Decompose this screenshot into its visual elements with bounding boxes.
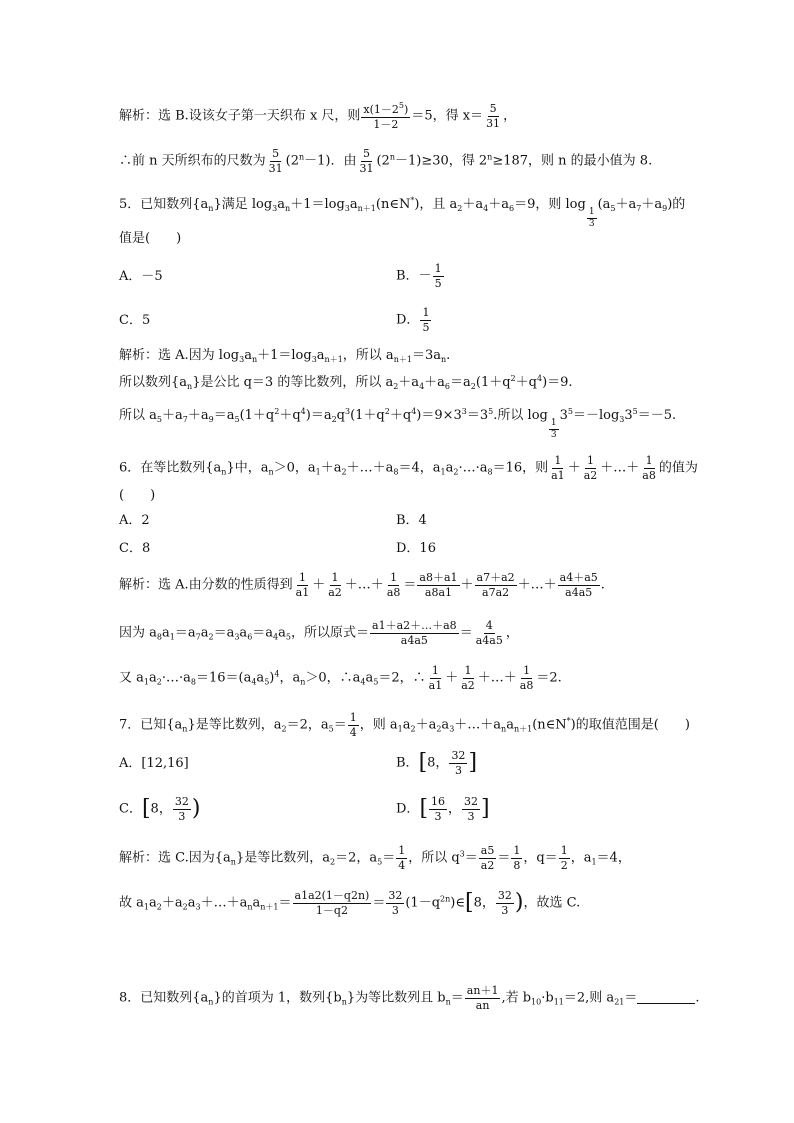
fraction: $\frac{4}{a4a5}$ <box>475 619 503 647</box>
option-b: B．4 <box>396 513 427 528</box>
option-c: C．[8， $\frac{32}{3}$ ) <box>119 795 201 823</box>
fraction: $\frac{1}{5}$ <box>422 306 430 334</box>
question-5-solution-3: 所以 $a_5+a_7+a_9=a_5(1+q^2+q^4)=a_2q^3(1+q^2+q^4)=9\times 3^3=3^5$.所以 log $\frac{1}{3}$ $3^5=-\log_33^5=-5$. <box>119 407 677 441</box>
solution-line-2: ∴前 n 天所织布的尺数为 $\frac{5}{31}$ $(2^n-1)$．由 $\frac{5}{31}$ $(2^n-1)\ge 30$，得 $2^n\ge 187$，则 n 的最小值为 8. <box>119 147 653 175</box>
fraction: $\frac{a1a2(1-q2n)}{1-q2}$ <box>294 889 370 917</box>
option-a: A．－5 <box>119 269 163 284</box>
option-a: A．[12,16] <box>119 756 189 771</box>
fraction: $\frac{1}{a1}$ <box>551 454 565 482</box>
option-c: C．8 <box>119 541 151 556</box>
fraction: $\frac{1}{8}$ <box>513 844 521 872</box>
question-7-solution-1: 解析：选 C.因为$\{a_n\}$是等比数列，$a_2=2$，$a_5=$ $\frac{1}{4}$ ，所以 $q^3=$ $\frac{a5}{a2}$ ＝ $\frac{1}{8}$ ，q＝ $\frac{1}{2}$ ，$a_1=4$， <box>119 844 631 872</box>
option-d: D．[ $\frac{16}{3}$ ， $\frac{32}{3}$ ] <box>396 795 490 823</box>
fraction: $\frac{5}{31}$ <box>268 147 283 175</box>
question-6-solution-2: 因为 $a_8a_1=a_7a_2=a_3a_6=a_4a_5$，所以原式＝ $\frac{a1+a2+\dots+a8}{a4a5}$ ＝ $\frac{4}{a4a5}$ ， <box>119 619 519 647</box>
option-b: B．－ $\frac{1}{5}$ <box>396 262 442 290</box>
option-c: C．5 <box>119 313 151 328</box>
option-a: A．2 <box>119 513 150 528</box>
option-d: D．16 <box>396 541 436 556</box>
fraction: $\frac{1}{4}$ <box>398 844 406 872</box>
question-5-stem: 5．已知数列$\{a_n\}$满足 $\log_3a_n+1=\log_3a_{n+1}(n\in N^*)$，且 $a_2+a_4+a_6=9$，则 log $\frac{1}{3}$ $(a_5+a_7+a_9)$的 <box>119 196 686 230</box>
fraction: $\frac{32}{3}$ <box>451 749 466 777</box>
fraction: $\frac{5}{31}$ <box>486 102 501 130</box>
fraction: $\frac{1}{3}$ <box>550 418 557 441</box>
fraction: $\frac{1}{a1}$ <box>295 571 310 599</box>
option-d: D． $\frac{1}{5}$ <box>396 306 430 334</box>
fraction: $\frac{a4+a5}{a4a5}$ <box>559 571 598 599</box>
fraction: $\frac{1}{a2}$ <box>461 664 475 692</box>
fraction: $\frac{x(1-2^5)}{1-2}$ <box>363 101 409 131</box>
fraction: $\frac{5}{31}$ <box>359 147 374 175</box>
fraction: $\frac{1}{4}$ <box>349 711 357 739</box>
fraction: $\frac{32}{3}$ <box>388 889 403 917</box>
fraction: $\frac{a7+a2}{a7a2}$ <box>476 571 515 599</box>
question-7-solution-2: 故 $a_1a_2+a_2a_3+\dots+a_na_{n+1}=$ $\frac{a1a2(1-q2n)}{1-q2}$ ＝ $\frac{32}{3}$ $(1-q^{2n})\in[8$， $\frac{32}{3}$ )，故选 C. <box>119 889 581 917</box>
question-6-stem-cont: ( ) <box>119 488 156 503</box>
fraction: $\frac{1}{3}$ <box>588 207 595 230</box>
question-8-stem: 8．已知数列$\{a_n\}$的首项为 1，数列$\{b_n\}$为等比数列且 $b_n=$ $\frac{an+1}{an}$ ,若 $b_{10}\cdot b_{11}=2$,则 $a_{21}=$ . <box>119 984 700 1012</box>
fraction: $\frac{a5}{a2}$ <box>480 844 495 872</box>
fraction: $\frac{a8+a1}{a8a1}$ <box>419 571 458 599</box>
fraction: $\frac{1}{2}$ <box>560 844 568 872</box>
fraction: $\frac{1}{a8}$ <box>386 571 401 599</box>
fraction: $\frac{16}{3}$ <box>431 795 446 823</box>
fraction: $\frac{32}{3}$ <box>174 795 189 823</box>
fraction: $\frac{32}{3}$ <box>464 795 479 823</box>
fraction: $\frac{1}{a8}$ <box>519 664 534 692</box>
fraction: $\frac{1}{a2}$ <box>328 571 342 599</box>
fraction: $\frac{1}{a8}$ <box>642 454 656 482</box>
fraction: $\frac{1}{5}$ <box>434 262 442 290</box>
question-7-stem: 7．已知$\{a_n\}$是等比数列，$a_2=2$，$a_5=$ $\frac{1}{4}$ ，则 $a_1a_2+a_2a_3+\dots+a_na_{n+1}(n\in N^*)$的取值范围是( ) <box>119 711 690 739</box>
fraction: $\frac{1}{a1}$ <box>428 664 443 692</box>
fraction: $\frac{1}{a2}$ <box>583 454 598 482</box>
question-6-solution-3: 又 $a_1a_2\cdot\dots\cdot a_8=16=(a_4a_5)^4$，$a_n>0$，$\therefore a_4a_5=2$，∴ $\frac{1}{a1}$ ＋ $\frac{1}{a2}$ ＋…＋ $\frac{1}{a8}$ ＝2. <box>119 664 562 692</box>
answer-blank[interactable] <box>637 991 695 1004</box>
solution-line-1: 解析：选 B.设该女子第一天织布 x 尺，则 $\frac{x(1-2^5)}{1-2}$ ＝5，得 x＝ $\frac{5}{31}$ ， <box>119 101 517 131</box>
question-6-stem: 6．在等比数列$\{a_n\}$中，$a_n>0$，$a_1+a_2+\dots+a_8=4$，$a_1a_2\cdot\dots\cdot a_8=16$，则 $\frac{1}{a1}$ ＋ $\frac{1}{a2}$ ＋…＋ $\frac{1}{a8}$ 的值为 <box>119 454 698 482</box>
fraction: $\frac{an+1}{an}$ <box>466 984 499 1012</box>
fraction: $\frac{a1+a2+\dots+a8}{a4a5}$ <box>372 619 457 647</box>
question-5-solution-2: 所以数列$\{a_n\}$是公比 q＝3 的等比数列，所以 $a_2+a_4+a_6=a_2(1+q^2+q^4)=9$. <box>119 374 573 391</box>
question-5-stem-cont: 值是( ) <box>119 231 182 246</box>
fraction: $\frac{32}{3}$ <box>497 889 512 917</box>
question-6-solution-1: 解析：选 A.由分数的性质得到 $\frac{1}{a1}$ ＋ $\frac{1}{a2}$ ＋…＋ $\frac{1}{a8}$ ＝ $\frac{a8+a1}{a8a1}$ ＋ $\frac{a7+a2}{a7a2}$ ＋…＋ $\frac{a4+a5}{a4a5}$ . <box>119 571 605 599</box>
option-b: B．[8， $\frac{32}{3}$ ] <box>396 749 478 777</box>
question-5-solution-1: 解析：选 A.因为 $\log_3a_n+1=\log_3a_{n+1}$，所以 $a_{n+1}=3a_n$. <box>119 348 451 364</box>
